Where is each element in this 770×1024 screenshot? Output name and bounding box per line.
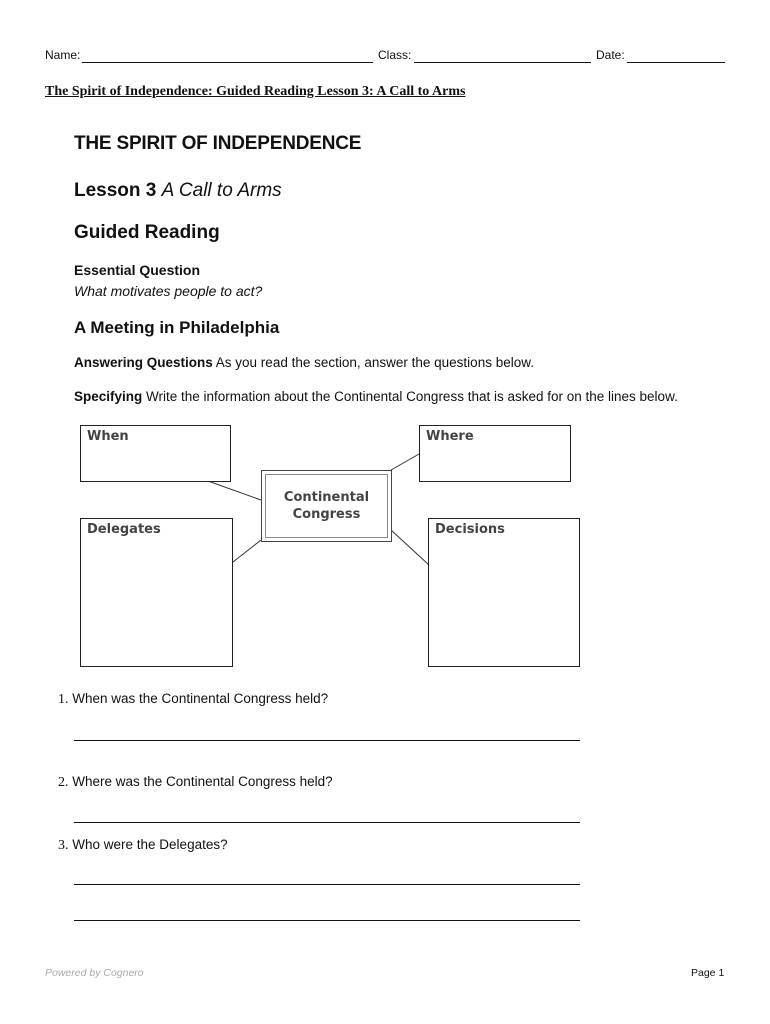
connector-where [391, 454, 419, 470]
connector-decisions [391, 530, 429, 565]
decisions-label: Decisions [435, 522, 505, 537]
question-2 [58, 774, 333, 791]
question-1 [58, 691, 328, 708]
decisions-box[interactable] [428, 518, 580, 667]
page-number: Page 1 [691, 967, 725, 979]
instruction-answering-text: As you read the section, answer the questions below. [212, 355, 534, 370]
answer-line-3a[interactable] [74, 884, 580, 885]
powered-by-text: Powered by Cognero [45, 967, 144, 979]
center-label-line1: Continental [283, 490, 370, 505]
question-3 [58, 837, 228, 854]
page-title: THE SPIRIT OF INDEPENDENCE [74, 133, 362, 154]
connector-delegates [233, 540, 261, 562]
answer-line-2[interactable] [74, 822, 580, 823]
date-label: Date: [596, 48, 625, 62]
name-label: Name: [45, 48, 81, 62]
class-label: Class: [378, 48, 412, 62]
guided-reading-heading: Guided Reading [74, 222, 220, 243]
question-1-number: 1. [58, 692, 69, 707]
question-2-text: Where was the Continental Congress held? [72, 774, 333, 789]
instruction-specifying-text: Write the information about the Continental Congress that is asked for on the lines below. [142, 389, 678, 404]
instruction-answering-label: Answering Questions [74, 355, 213, 370]
lesson-name: A Call to Arms [161, 180, 282, 201]
when-label: When [87, 429, 129, 444]
question-3-number: 3. [58, 838, 69, 853]
essential-question-heading: Essential Question [74, 262, 201, 278]
question-2-number: 2. [58, 775, 69, 790]
center-label-line2: Congress [292, 507, 361, 522]
continental-congress-box [261, 470, 392, 542]
section-heading: A Meeting in Philadelphia [74, 318, 280, 337]
question-3-text: Who were the Delegates? [72, 837, 228, 852]
answer-line-1[interactable] [74, 740, 580, 741]
when-box[interactable] [80, 425, 231, 482]
answer-line-3b[interactable] [74, 920, 580, 921]
lesson-number: Lesson 3 [74, 180, 157, 201]
connector-when [208, 481, 261, 500]
delegates-box[interactable] [80, 518, 233, 667]
where-box[interactable] [419, 425, 571, 482]
continental-congress-label [284, 489, 369, 523]
where-label: Where [426, 429, 474, 444]
delegates-label: Delegates [87, 522, 161, 537]
worksheet-subtitle: The Spirit of Independence: Guided Reading Lesson 3: A Call to Arms [45, 84, 466, 99]
instruction-specifying-label: Specifying [74, 389, 143, 404]
essential-question-text: What motivates people to act? [74, 283, 263, 299]
question-1-text: When was the Continental Congress held? [72, 691, 329, 706]
